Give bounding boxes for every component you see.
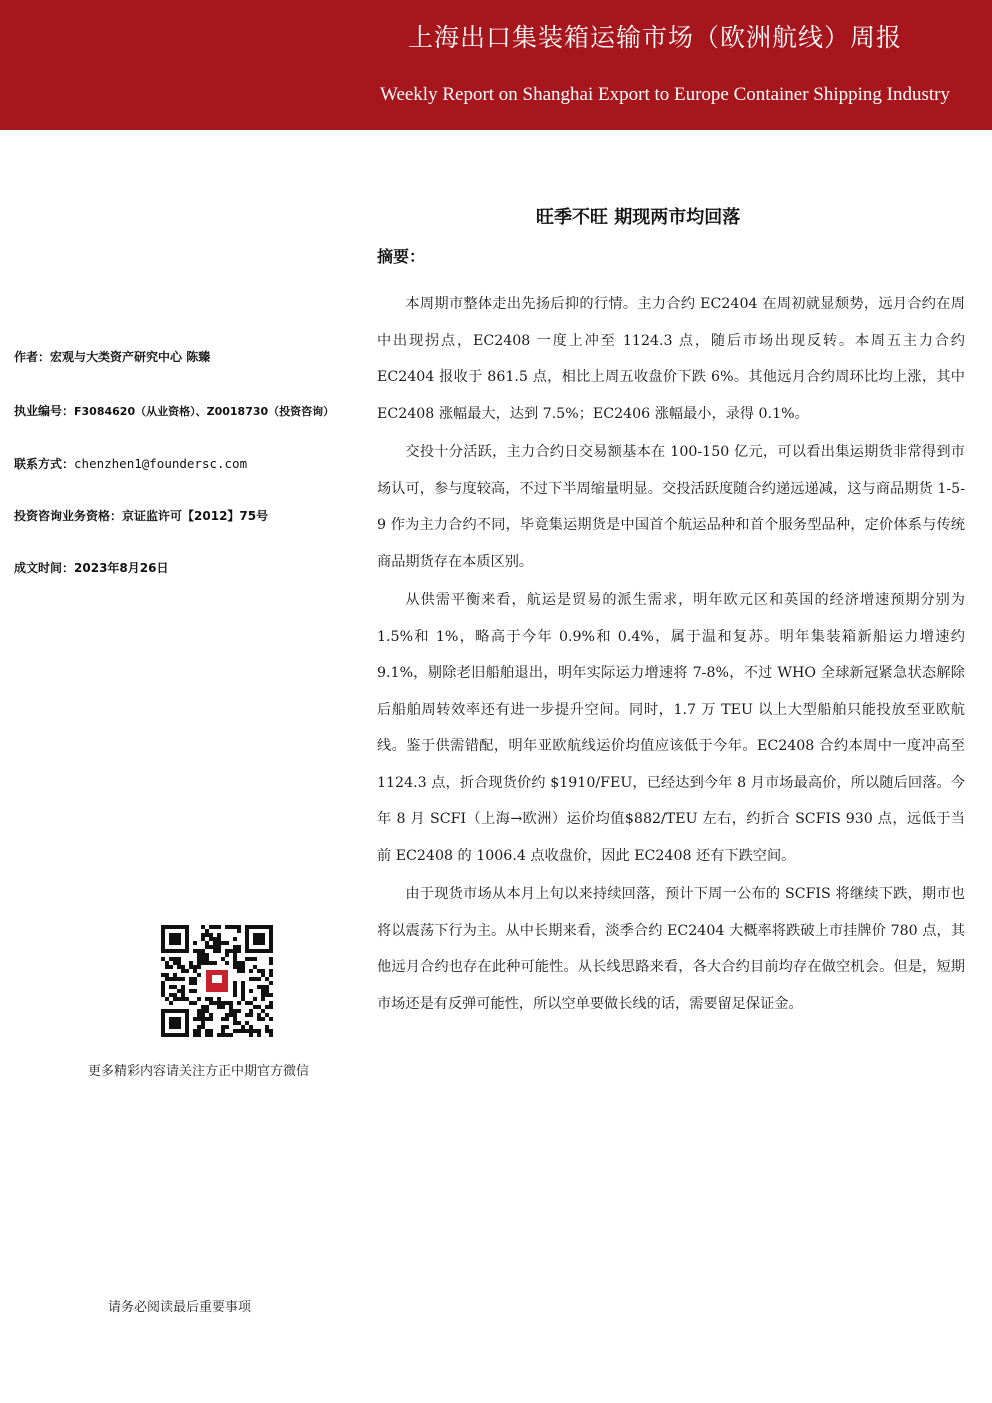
date-label: 成文时间： <box>14 561 75 575</box>
license-row <box>14 402 334 419</box>
qualification-label: 投资咨询业务资格： <box>14 509 123 523</box>
contact-label: 联系方式： <box>14 457 75 471</box>
disclaimer-note: 请务必阅读最后重要事项 <box>108 1300 252 1315</box>
header-title-en: Weekly Report on Shanghai Export to Europe Container Shipping Industry <box>380 84 950 105</box>
report-title: 旺季不旺 期现两市均回落 <box>536 207 741 228</box>
qr-caption: 更多精彩内容请关注方正中期官方微信 <box>88 1064 310 1079</box>
qr-code-graphic <box>161 925 273 1037</box>
paragraph: 从供需平衡来看，航运是贸易的派生需求，明年欧元区和英国的经济增速预期分别为 1.5%和 1%，略高于今年 0.9%和 0.4%，属于温和复苏。明年集装箱新船运力增速约 9.1%，剔除老旧船舶退出，明年实际运力增速将 7-8%，不过 WHO 全球新冠紧急状态解除后船舶周转效率还有进一步提升空间。同时，1.7 万 TEU 以上大型船舶只能投放至亚欧航线。鉴于供需错配，明年亚欧航线运价均值应该低于今年。EC2408 合约本周中一度冲高至 1124.3 点，折合现货价约 $1910/FEU，已经达到今年 8 月市场最高价，所以随后回落。今年 8 月 SCFI（上海→欧洲）运价均值$882/TEU 左右，约折合 SCFIS 930 点，远低于当前 EC2408 的 1006.4 点收盘价，因此 EC2408 还有下跌空间。 <box>377 592 965 864</box>
qualification-value: 京证监许可【2012】75号 <box>122 509 269 523</box>
abstract-heading: 摘要： <box>377 247 426 266</box>
author-label: 作者： <box>14 350 51 364</box>
license-label: 执业编号： <box>14 404 75 418</box>
license-value: F3084620（从业资格）、Z0018730（投资咨询） <box>74 405 335 418</box>
paragraph: 本周期市整体走出先扬后抑的行情。主力合约 EC2404 在周初就显颓势，远月合约在周中出现拐点，EC2408 一度上冲至 1124.3 点，随后市场出现反转。本周五主力合约 EC2404 报收于 861.5 点，相比上周五收盘价下跌 6%。其他远月合约周环比均上涨，其中 EC2408 涨幅最大，达到 7.5%；EC2406 涨幅最小，录得 0.1%。 <box>377 296 965 422</box>
paragraph: 由于现货市场从本月上旬以来持续回落，预计下周一公布的 SCFIS 将继续下跌，期市也将以震荡下行为主。从中长期来看，淡季合约 EC2404 大概率将跌破上市挂牌价 780 点，其他远月合约也存在此种可能性。从长线思路来看，各大合约目前均存在做空机会。但是，短期市场还是有反弹可能性，所以空单要做长线的话，需要留足保证金。 <box>377 886 965 1012</box>
date-value: 2023年8月26日 <box>74 561 169 575</box>
abstract-body <box>377 286 965 1022</box>
author-row <box>14 348 210 365</box>
header-title-cn: 上海出口集装箱运输市场（欧洲航线）周报 <box>407 23 902 52</box>
contact-row <box>14 455 247 472</box>
contact-email[interactable]: chenzhen1@foundersc.com <box>74 456 248 471</box>
author-value: 宏观与大类资产研究中心 陈臻 <box>50 350 211 364</box>
wechat-qr-code-icon[interactable] <box>161 925 273 1037</box>
paragraph: 交投十分活跃，主力合约日交易额基本在 100-150 亿元，可以看出集运期货非常得到市场认可，参与度较高，不过下半周缩量明显。交投活跃度随合约递远递减，这与商品期货 1-5-9 作为主力合约不同，毕竟集运期货是中国首个航运品种和首个服务型品种，定价体系与传统商品期货存在本质区别。 <box>377 444 965 570</box>
header-band <box>0 0 992 130</box>
qualification-row <box>14 507 268 524</box>
date-row <box>14 559 168 576</box>
